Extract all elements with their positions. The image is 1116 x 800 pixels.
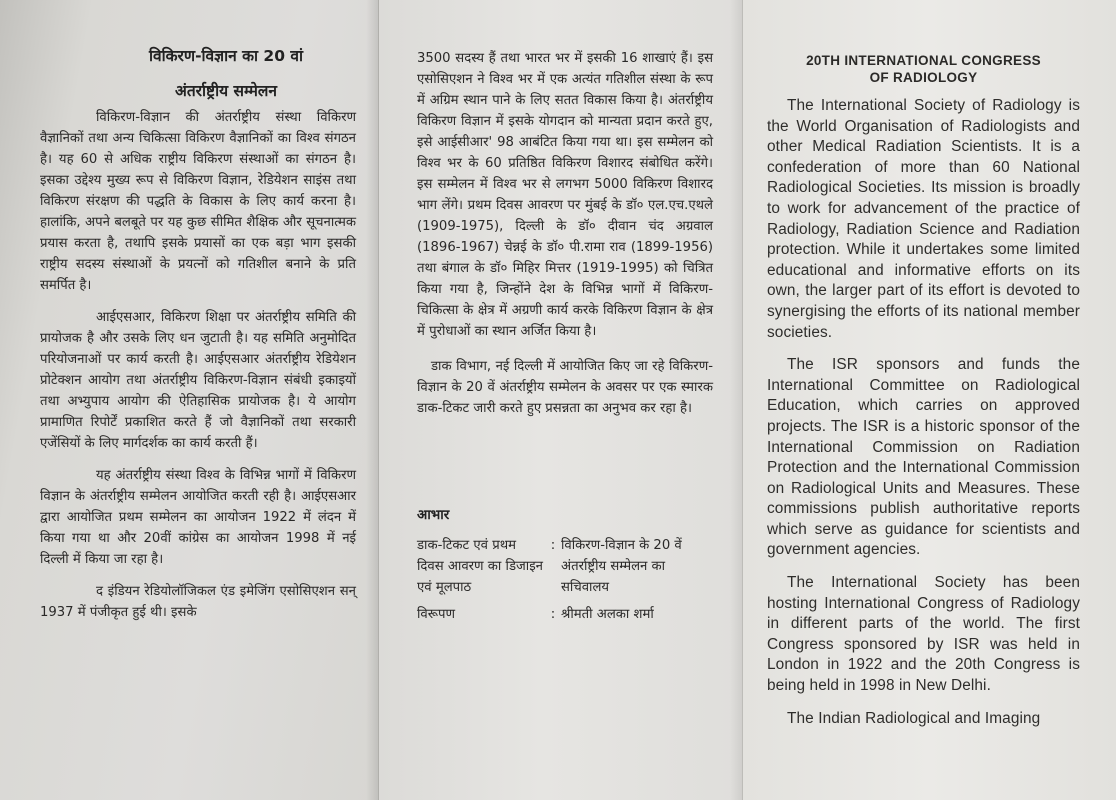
right-text-column: [767, 52, 1080, 741]
left-panel-hindi: [0, 0, 378, 800]
middle-text-column: [417, 48, 713, 631]
english-paragraph-3: The International Society has been hosting International Congress of Radiology in different parts of the world. The first Congress sponsored by ISR was held in London in 1922 and the 20th Congress is being held in 1998 in New Delhi.: [767, 574, 1080, 695]
hindi-title-line2: अंतर्राष्ट्रीय सम्मेलन: [175, 82, 277, 100]
right-panel-english: [742, 0, 1116, 800]
english-paragraph-1: The International Society of Radiology is the World Organisation of Radiologists and other Medical Radiation Scientists. It is a confederation of more than 60 National Radiological Societies. Its mission is broadly to work for advancement of the practice of Radiology, Radiation Science and Radiation protection. While it undertakes some limited educational and informative efforts on its own, the larger part of its effort is devoted to synergising the efforts of its national member societies.: [767, 97, 1080, 341]
hindi-title-line1: विकिरण-विज्ञान का 20 वां: [148, 47, 304, 65]
credit-value: श्रीमती अलका शर्मा: [561, 607, 654, 622]
credit-colon: :: [550, 607, 556, 622]
acknowledgement-heading: आभार: [417, 507, 450, 523]
english-title-line2: OF RADIOLOGY: [869, 70, 978, 85]
english-title-line1: 20TH INTERNATIONAL CONGRESS: [806, 53, 1041, 68]
english-paragraph-4: The Indian Radiological and Imaging: [787, 709, 1041, 727]
credit-value: विकिरण-विज्ञान के 20 वें अंतर्राष्ट्रीय सम्मेलन का सचिवालय: [561, 538, 682, 595]
hindi-paragraph-4: द इंडियन रेडियोलॉजिकल एंड इमेजिंग एसोसिएशन सन् 1937 में पंजीकृत हुई थी। इसके: [40, 584, 356, 620]
middle-panel-hindi: [378, 0, 742, 800]
left-text-column: [40, 44, 356, 634]
credit-row-design: [417, 535, 713, 598]
hindi-paragraph-2: आईएसआर, विकिरण शिक्षा पर अंतर्राष्ट्रीय समिति की प्रायोजक है और उसके लिए धन जुटाती है। यह समिति अनुमोदित परियोजनाओं पर कार्य करती है। आईएसआर अंतर्राष्ट्रीय रेडियेशन प्रोटेक्शन आयोग तथा अंतर्राष्ट्रीय विकिरण-विज्ञान संबंधी इकाइयों तथा अभ्युपाय आयोग की ऐतिहासिक प्रायोजक है। ये आयोग प्रामाणित रिपोर्टें प्रकाशित करते हैं जो वैज्ञानिकों तथा सरकारी एजेंसियों के लिए मार्गदर्शक का कार्य करती हैं।: [40, 310, 356, 451]
credit-row-cancellation: [417, 604, 713, 625]
english-paragraph-2: The ISR sponsors and funds the International Committee on Radiological Education, which carries on approved projects. The ISR is a historic sponsor of the International Commission on Radiation Protection and the International Commission on Radiological Units and Measures. These commissions publish authoritative reports which serve as guidance for scientists and government agencies.: [767, 356, 1080, 559]
credit-label: डाक-टिकट एवं प्रथम दिवस आवरण का डिजाइन एवं मूलपाठ: [417, 538, 543, 595]
middle-paragraph-1: 3500 सदस्य हैं तथा भारत भर में इसकी 16 शाखाएं हैं। इस एसोसिएशन ने विश्व भर में एक अत्यंत गतिशील संस्था के रूप में अग्रिम स्थान पाने के लिए सतत विकास किया है। अंतर्राष्ट्रीय विकिरण विज्ञान में इसके योगदान को मान्यता प्रदान करते हुए, इसे आईसीआर' 98 आबंटित किया गया था। इस सम्मेलन को विश्व भर के 60 प्रतिष्ठित विकिरण विशारद संबोधित करेंगे। इस सम्मेलन में विश्व भर से लगभग 5000 विकिरण विशारद भाग लेंगे। प्रथम दिवस आवरण पर मुंबई के डॉ० एल.एच.एथले (1909-1975), दिल्ली के डॉ० दीवान चंद अग्रवाल (1896-1967) चेन्नई के डॉ० पी.रामा राव (1899-1956) तथा बंगाल के डॉ० मिहिर मित्तर (1919-1995) को चित्रित किया गया है, जिन्होंने देश के विभिन्न भागों में विकिरण- चिकित्सा के क्षेत्र में अग्रणी कार्य करके विकिरण विज्ञान के क्षेत्र में पुरोधाओं का स्थान अर्जित किया है।: [417, 51, 713, 339]
english-title: [767, 52, 1080, 86]
hindi-paragraph-3: यह अंतर्राष्ट्रीय संस्था विश्व के विभिन्न भागों में विकिरण विज्ञान के अंतर्राष्ट्रीय सम्मेलन आयोजित करती रही है। आईएसआर द्वारा आयोजित प्रथम सम्मेलन का आयोजन 1922 में लंदन में किया गया था और 20वीं कांग्रेस का आयोजन 1998 में नई दिल्ली में किया जा रहा है।: [40, 468, 356, 567]
credit-colon: :: [550, 538, 556, 553]
middle-paragraph-2: डाक विभाग, नई दिल्ली में आयोजित किए जा रहे विकिरण-विज्ञान के 20 वें अंतर्राष्ट्रीय सम्मेलन के अवसर पर एक स्मारक डाक-टिकट जारी करते हुए प्रसन्नता का अनुभव कर रहा है।: [417, 359, 713, 416]
credit-label: विरूपण: [417, 607, 456, 622]
hindi-paragraph-1: विकिरण-विज्ञान की अंतर्राष्ट्रीय संस्था विकिरण वैज्ञानिकों तथा अन्य चिकित्सा विकिरण वैज्ञानिकों का विश्व संगठन है। यह 60 से अधिक राष्ट्रीय विकिरण संस्थाओं का संगठन है। इसका उद्देश्य मुख्य रूप से विकिरण विज्ञान, रेडियेशन साइंस तथा विकिरण संरक्षण की पद्धति के विकास के लिए कार्य करना है। हालांकि, अपने बलबूते पर यह कुछ सीमित शैक्षिक और सूचनात्मक प्रयास करता है, तथापि इसके प्रयासों का एक बड़ा भाग इसकी राष्ट्रीय सदस्य संस्थाओं के प्रयत्नों को गतिशील बनाने के प्रति समर्पित है।: [40, 110, 356, 293]
